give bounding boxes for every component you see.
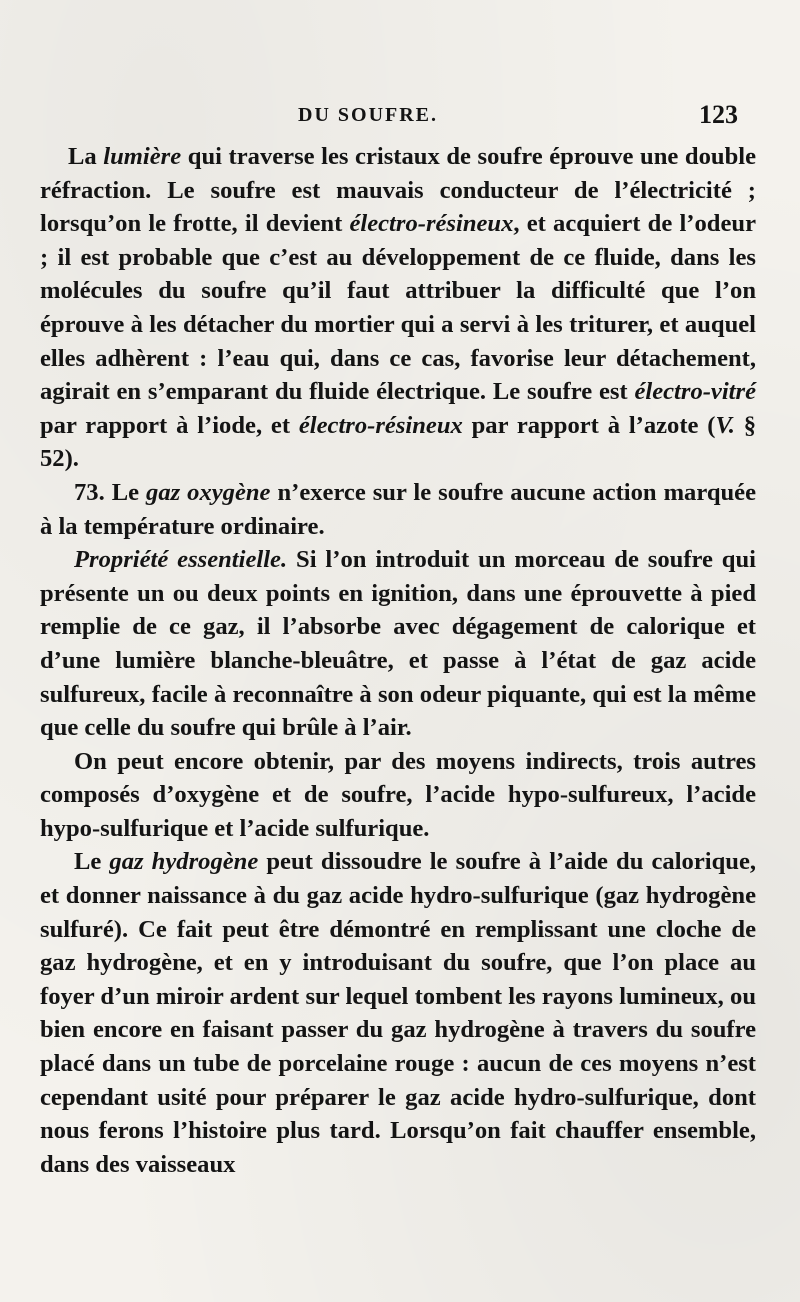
text-run: , et acquiert de l’odeur ; il est probable que c’est au développement de ce fluide, dans les molécules du soufre qu’il faut attribuer la difficulté que l’on éprouve à les détacher du mortier qui a servi à les triturer, et auquel elles adhèrent : l’eau qui, dans ce cas, favorise leur détachement, agirait en s’emparant du fluide électrique. Le soufre est <box>40 210 756 406</box>
paragraph <box>40 543 756 745</box>
italic-text: Propriété essentielle. <box>74 546 288 574</box>
italic-text: électro-vitré <box>634 378 756 406</box>
text-run: qui traverse les cristaux de soufre éprouve une double réfraction. Le soufre est mauvais conducteur de l’électricité ; lorsqu’on le frotte, il devient <box>40 143 756 238</box>
paragraph <box>40 845 756 1181</box>
italic-text: gaz hydrogène <box>109 848 259 876</box>
text-run: On peut encore obtenir, par des moyens indirects, trois autres composés d’oxygène et de soufre, l’acide hypo-sulfureux, l’acide hypo-sulfurique et l’acide sulfurique. <box>40 747 756 842</box>
italic-text: électro-résineux <box>349 210 514 238</box>
text-run: n’exerce sur le soufre aucune action marquée à la température ordinaire. <box>40 478 757 540</box>
body-text <box>40 140 756 1181</box>
italic-text: lumière <box>103 143 182 170</box>
text-run: par rapport à l’iode, et <box>40 411 299 439</box>
text-run: peut dissoudre le soufre à l’aide du calorique, et donner naissance à du gaz acide hydro-sulfurique (gaz hydrogène sulfuré). Ce fait peut être démontré en remplissant une cloche de gaz hydrogène, et en y introduisant du soufre, que l’on place au foyer d’un miroir ardent sur lequel tombent les rayons lumineux, ou bien encore en faisant passer du gaz hydrogène à travers du soufre placé dans un tube de porcelaine rouge : aucun de ces moyens n’est cependant usité pour préparer le gaz acide hydro-sulfurique, dont nous ferons l’histoire plus tard. Lorsqu’on fait chauffer ensemble, dans des vaisseaux <box>40 848 757 1178</box>
text-run: 73. Le <box>74 478 147 506</box>
text-run: Si l’on introduit un morceau de soufre qui présente un ou deux points en ignition, dans une éprouvette à pied remplie de ce gaz, il l’absorbe avec dégagement de calorique et d’une lumière blanche-bleuâtre, et passe à l’état de gaz acide sulfureux, facile à reconnaître à son odeur piquante, qui est la même que celle du soufre qui brûle à l’air. <box>40 546 756 742</box>
text-run: § 52). <box>40 411 756 473</box>
running-head <box>0 100 800 134</box>
page-number: 123 <box>699 100 738 129</box>
text-run: Le <box>74 848 110 876</box>
paragraph <box>40 745 756 846</box>
text-run: La <box>68 143 104 170</box>
text-run: par rapport à l’azote ( <box>462 411 716 439</box>
paragraph <box>40 476 756 543</box>
paragraph <box>40 140 756 476</box>
italic-text: V. <box>715 411 735 439</box>
running-title: DU SOUFRE. <box>298 104 439 126</box>
italic-text: électro-résineux <box>298 411 463 439</box>
italic-text: gaz oxygène <box>146 478 271 506</box>
